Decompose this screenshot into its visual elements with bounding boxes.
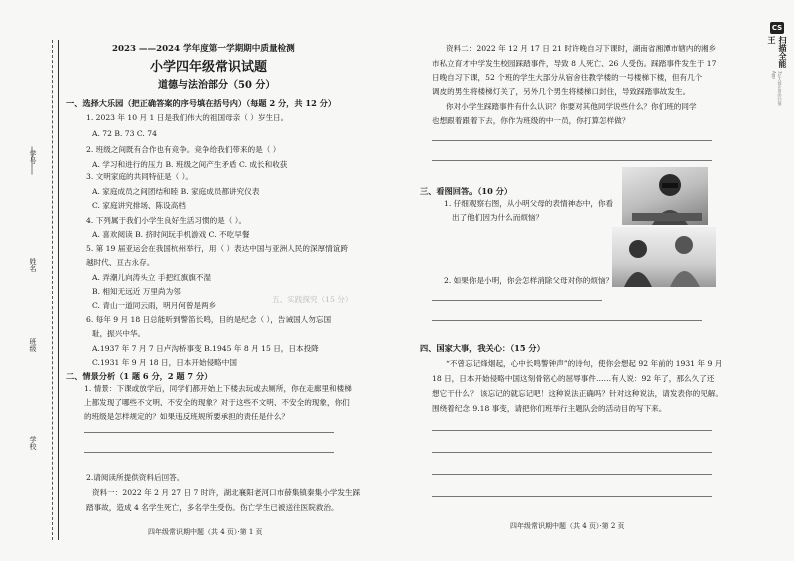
parents-figure-icon: [612, 227, 716, 287]
material2-line2: 市私立育才中学发生校园踩踏事件，导致 8 人死亡、26 人受伤。踩踏事件发生于 17: [432, 59, 717, 68]
cs-logo-icon: CS: [770, 22, 784, 34]
subject-title: 小学四年级常识试题: [150, 60, 268, 75]
section4-heading: 四、国家大事，我关心：（15 分）: [420, 343, 545, 353]
exam-title: 2023 ——2024 学年度第一学期期中质量检测: [112, 44, 295, 54]
margin-underline: [32, 147, 33, 175]
answer-line[interactable]: [432, 300, 602, 301]
margin-label-school: 学校: [29, 436, 37, 450]
answer-line[interactable]: [432, 320, 702, 321]
q5-option-b: B. 相知无远近 万里尚为邻: [92, 287, 181, 296]
logo-name: 扫描全能王: [767, 36, 787, 69]
binding-line-inner: [58, 40, 59, 540]
question-ask-line1: 你对小学生踩踏事件有什么认识？你要对其他同学说些什么？你们班的同学: [446, 102, 697, 111]
answer-line[interactable]: [84, 432, 334, 433]
question-ask-line2: 也想跟着跟着下去，你作为班级的中一员，你打算怎样做？: [432, 116, 630, 125]
q4-options: A. 喜欢阅读 B. 挤时间玩手机游戏 C. 不吃早餐: [92, 230, 250, 239]
answer-line[interactable]: [84, 452, 334, 453]
q3-option-a: A. 家庭成员之间团结和睦 B. 家庭成员都讲究仪表: [92, 187, 260, 196]
s2-q1-line2: 上都发现了哪些不文明、不安全的现象？对于这些不文明、不安全的现象，你们: [84, 398, 350, 407]
q5-option-c: C. 青山一道同云雨，明月何曾是两乡: [92, 301, 217, 310]
s3-q1-line2: 出了他们因为什么而烦恼？: [452, 213, 544, 222]
answer-line[interactable]: [432, 160, 712, 161]
s4-line4: 围绕着纪念 9.18 事变，请把你们班举行主题队会的活动目的写下来。: [432, 404, 667, 413]
q5-text: 5. 第 19 届亚运会在我国杭州举行，用（ ）表达中国与亚洲人民的深厚情谊跨: [86, 244, 348, 253]
s3-q1-line1: 1. 仔细观察右图，从小明父母的表情神态中，你看: [444, 199, 614, 208]
scanner-logo: [766, 22, 788, 108]
q1-options: A. 72 B. 73 C. 74: [92, 129, 157, 138]
photo-worried-parents: [612, 227, 716, 287]
s2-q2-text: 2.请阅读所提供资料后回答。: [86, 473, 185, 482]
section3-heading: 三、看图回答。（10 分）: [420, 186, 513, 196]
q2-options: A. 学习和进行的压力 B. 班级之间产生矛盾 C. 成长和收获: [92, 160, 288, 169]
q3-option-c: C. 家庭讲究排场、陈设高档: [92, 201, 186, 210]
s3-q2-text: 2. 如果你是小明，你会怎样消除父母对你的烦恼？: [444, 276, 614, 285]
margin-label-student-id: 学号: [29, 150, 37, 164]
s2-q1-line3: 的班级是怎样规定的？如果违反班规所要承担的责任是什么？: [84, 412, 290, 421]
material2-line1: 资料二：2022 年 12 月 17 日 21 时许晚自习下课时，湖南省湘潭市辖内的湘乡: [446, 44, 717, 53]
s2-q1-line1: 1. 情景：下课或放学后，同学们都开始上下楼去玩或去厕所，你在走廊里和楼梯: [84, 384, 352, 393]
q1-text: 1. 2023 年 10 月 1 日是我们伟大的祖国母亲（ ）岁生日。: [86, 113, 289, 122]
s4-line1: “不曾忘记烽烟起，心中长鸣警钟声”的诗句，使你会想起 92 年前的 1931 年 9 月: [446, 359, 723, 368]
q6-text-cont: 耻，振兴中华。: [92, 329, 146, 338]
material1-line1: 资料一：2022 年 2 月 27 日 7 时许，湖北襄阳老河口市薛集镇秦集小学发生踩: [92, 488, 361, 497]
material2-line4: 调皮的男生将楼梯灯关了，另外几个男生将楼梯口封住，导致踩踏事故发生。: [432, 87, 691, 96]
logo-sub: 3亿人都在用的扫描App: [771, 71, 783, 106]
answer-line[interactable]: [432, 496, 712, 497]
q3-text: 3. 文明家庭的共同特征是（ ）。: [86, 172, 193, 181]
answer-line[interactable]: [432, 452, 712, 453]
material1-line2: 踏事故，造成 4 名学生死亡，多名学生受伤。伤亡学生已被送往医院救治。: [86, 503, 339, 512]
s4-line3: 想它干什么？ 该忘记的就忘记吧！这种说法正确吗？针对这种说法，请发表你的见解。: [432, 389, 723, 398]
q6-option-a: A.1937 年 7 月 7 日卢沟桥事变 B.1945 年 8 月 15 日，日本投降: [92, 344, 319, 353]
part-title: 道德与法治部分（50 分）: [158, 80, 276, 91]
q6-text: 6. 每年 9 月 18 日总能听到警笛长鸣，目的是纪念（ ），告诫国人勿忘国: [86, 315, 332, 324]
q2-text: 2. 班级之间既有合作也有竞争。竞争给我们带来的是（ ）: [86, 145, 281, 154]
bleed-text-1: 五、实践探究（15 分）: [272, 295, 353, 304]
section2-heading: 二、情景分析（1 题 6 分，2 题 7 分）: [66, 371, 213, 381]
margin-label-name: 姓名: [29, 258, 37, 272]
footer-left: 四年级常识期中题（共 4 页）·第 1 页: [148, 528, 263, 536]
binding-line: [52, 40, 53, 540]
q4-text: 4. 下列属于我们小学生良好生活习惯的是（ ）。: [86, 216, 247, 225]
answer-line[interactable]: [432, 430, 712, 431]
q5-option-a: A. 弄潮儿向涛头立 手把红旗旗不湿: [92, 273, 212, 282]
material2-line3: 日晚自习下课，52 个班的学生大部分从宿舍往教学楼的一号楼梯下楼，但有几个: [432, 73, 703, 82]
boy-figure-icon: [622, 167, 708, 225]
margin-label-class: 班级: [29, 338, 37, 352]
answer-line[interactable]: [432, 140, 712, 141]
q6-option-c: C.1931 年 9 月 18 日，日本开始侵略中国: [92, 358, 237, 367]
q5-text-cont: 越时代、亘古永存。: [86, 258, 155, 267]
s4-line2: 18 日，日本开始侵略中国这刻骨铭心的屈辱事件……有人说：92 年了，那么久了还: [432, 374, 715, 383]
section1-heading: 一、选择大乐园（把正确答案的序号填在括号内）（每题 2 分，共 12 分）: [66, 98, 337, 108]
answer-line[interactable]: [432, 474, 712, 475]
footer-right: 四年级常识期中题（共 4 页）·第 2 页: [510, 522, 625, 530]
photo-boy-studying: [622, 167, 708, 225]
